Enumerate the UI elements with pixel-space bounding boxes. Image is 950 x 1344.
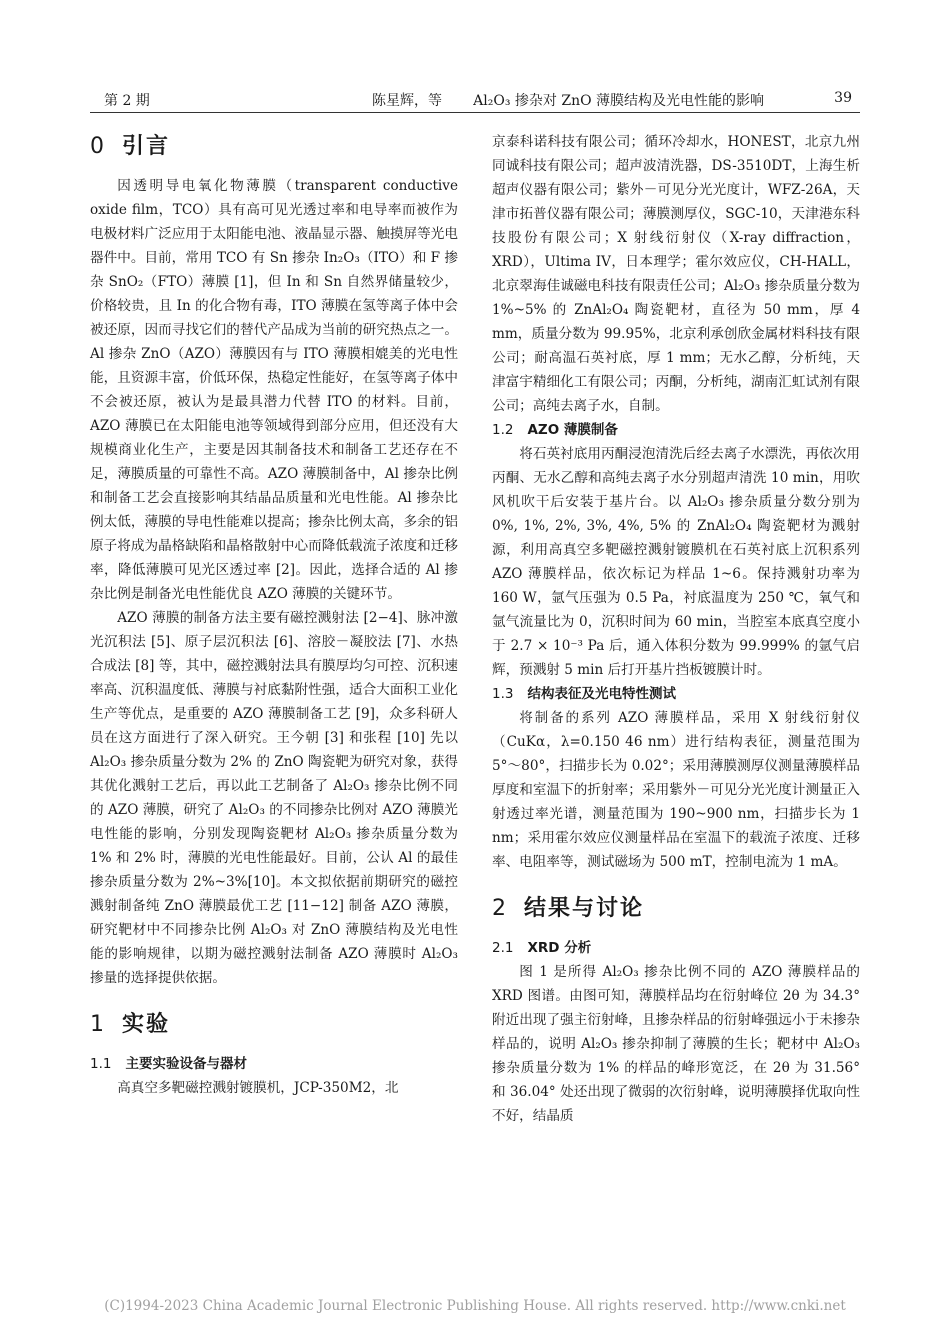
section-title: 引言 [122,134,171,159]
intro-paragraph-1: 因透明导电氧化物薄膜（transparent conductive oxide film，TCO）具有高可见光透过率和电导率而被作为电极材料广泛应用于太阳能电池、液晶显示器、触摸屏等光电器件中。目前，常用 TCO 有 Sn 掺杂 In₂O₃（ITO）和 F 掺杂 SnO₂（FTO）薄膜 [1]，但 In 和 Sn 自然界储量较少，价格较贵，且 In 的化合物有毒，ITO 薄膜在氢等离子体中会被还原，因而寻找它们的替代产品成为当前的研究热点之一。Al 掺杂 ZnO（AZO）薄膜因有与 ITO 薄膜相媲美的光电性能，且资源丰富，价低环保，热稳定性能好，在氢等离子体中不会被还原，被认为是最具潜力代替 ITO 的材料。目前，AZO 薄膜已在太阳能电池等领域得到部分应用，但还没有大规模商业化生产，主要是因其制备技术和制备工艺还存在不足，薄膜质量的可靠性不高。AZO 薄膜制备中，Al 掺杂比例和制备工艺会直接影响其结晶品质量和光电性能。Al 掺杂比例太低，薄膜的导电性能难以提高；掺杂比例太高，多余的铝原子将成为晶格缺陷和晶格散射中心而降低载流子浓度和迁移率，降低薄膜可见光区透过率 [2]。因此，选择合适的 Al 掺杂比例是制备光电性能优良 AZO 薄膜的关键环节。 [90,178,458,602]
section-1-heading [90,1010,458,1040]
subsection-title: AZO 薄膜制备 [527,422,618,438]
left-column [90,130,458,1100]
subsection-number: 1.1 [90,1056,112,1072]
subsection-title: XRD 分析 [527,940,592,956]
subsection-2-1-heading [492,936,860,960]
section-title: 实验 [122,1012,171,1037]
section-2-heading [492,894,860,924]
subsection-1-2-heading [492,418,860,442]
characterization-paragraph: 将制备的系列 AZO 薄膜样品，采用 X 射线衍射仪（CuKα，λ=0.150 46 nm）进行结构表征，测量范围为 5°～80°，扫描步长为 0.02°；采用薄膜测厚仪测量薄膜样品厚度和室温下的折射率；采用紫外－可见分光光度计测量正入射透过率光谱，测量范围为 190~900 nm，扫描步长为 1 nm；采用霍尔效应仪测量样品在室温下的载流子浓度、迁移率、电阻率等，测试磁场为 500 mT，控制电流为 1 mA。 [492,710,860,870]
section-number: 0 [90,134,106,159]
page-number: 39 [834,90,852,106]
xrd-paragraph: 图 1 是所得 Al₂O₃ 掺杂比例不同的 AZO 薄膜样品的 XRD 图谱。由图可知，薄膜样品均在衍射峰位 2θ 为 34.3° 附近出现了强主衍射峰，且掺杂样品的衍射峰强远小于未掺杂样品的，说明 Al₂O₃ 掺杂抑制了薄膜的生长；靶材中 Al₂O₃ 掺杂质量分数为 1% 的样品的峰形宽泛，在 2θ 为 31.56° 和 36.04° 处还出现了微弱的次衍射峰，说明薄膜择优取向性不好，结晶质 [492,964,860,1124]
running-header [90,86,860,113]
subsection-number: 1.3 [492,686,514,702]
right-column [492,130,860,1128]
section-title: 结果与讨论 [524,896,645,921]
subsection-1-1-heading [90,1052,458,1076]
equipment-paragraph-start: 高真空多靶磁控溅射镀膜机，JCP-350M2，北 [117,1080,399,1096]
copyright-footer: (C)1994-2023 China Academic Journal Electronic Publishing House. All rights reserved. http://www.cnki.net [104,1298,846,1314]
subsection-number: 2.1 [492,940,514,956]
equipment-paragraph-continued: 京泰科诺科技有限公司；循环冷却水，HONEST，北京九州同诚科技有限公司；超声波清洗器，DS-3510DT，上海生析超声仪器有限公司；紫外－可见分光光度计，WFZ-26A，天津市拓普仪器有限公司；薄膜测厚仪，SGC-10，天津港东科技股份有限公司；X 射线衍射仪（X-ray diffraction，XRD），Ultima IV，日本理学；霍尔效应仪，CH-HALL，北京翠海佳诚磁电科技有限责任公司；Al₂O₃ 掺杂质量分数为 1%~5% 的 ZnAl₂O₄ 陶瓷靶材，直径为 50 mm，厚 4 mm，质量分数为 99.95%，北京利承创欣金属材料科技有限公司；耐高温石英衬底，厚 1 mm；无水乙醇，分析纯，天津富宇精细化工有限公司；丙酮，分析纯，湖南汇虹试剂有限公司；高纯去离子水，自制。 [492,134,860,414]
subsection-number: 1.2 [492,422,514,438]
subsection-title: 结构表征及光电特性测试 [527,686,676,702]
subsection-1-3-heading [492,682,860,706]
section-number: 1 [90,1012,106,1037]
subsection-title: 主要实验设备与器材 [125,1056,247,1072]
preparation-paragraph: 将石英衬底用丙酮浸泡清洗后经去离子水漂洗，再依次用丙酮、无水乙醇和高纯去离子水分别超声清洗 10 min，用吹风机吹干后安装于基片台。以 Al₂O₃ 掺杂质量分数分别为 0%, 1%, 2%, 3%, 4%, 5% 的 ZnAl₂O₄ 陶瓷靶材为溅射源，利用高真空多靶磁控溅射镀膜机在石英衬底上沉积系列 AZO 薄膜样品，依次标记为样品 1~6。保持溅射功率为 160 W，氩气压强为 0.5 Pa，衬底温度为 250 ℃，氧气和氩气流量比为 0，沉积时间为 60 min，当腔室本底真空度小于 2.7 × 10⁻³ Pa 后，通入体积分数为 99.999% 的氩气启辉，预溅射 5 min 后打开基片挡板镀膜计时。 [492,446,860,678]
header-title [372,90,764,110]
section-number: 2 [492,896,508,921]
issue-label: 第 2 期 [104,93,150,109]
section-0-heading [90,132,458,162]
header-authors: 陈星辉，等 [372,93,442,109]
header-article-title: Al₂O₃ 掺杂对 ZnO 薄膜结构及光电性能的影响 [473,93,765,109]
intro-paragraph-2: AZO 薄膜的制备方法主要有磁控溅射法 [2−4]、脉冲激光沉积法 [5]、原子层沉积法 [6]、溶胶－凝胶法 [7]、水热合成法 [8] 等，其中，磁控溅射法具有膜厚均匀可控、沉积速率高、沉积温度低、薄膜与衬底黏附性强，适合大面积工业化生产等优点，是重要的 AZO 薄膜制备工艺 [9]，众多科研人员在这方面进行了深入研究。王今朝 [3] 和张程 [10] 先以 Al₂O₃ 掺杂质量分数为 2% 的 ZnO 陶瓷靶为研究对象，获得其优化溅射工艺后，再以此工艺制备了 Al₂O₃ 掺杂比例不同的 AZO 薄膜，研究了 Al₂O₃ 的不同掺杂比例对 AZO 薄膜光电性能的影响，分别发现陶瓷靶材 Al₂O₃ 掺杂质量分数为 1% 和 2% 时，薄膜的光电性能最好。目前，公认 Al 的最佳掺杂质量分数为 2%~3%[10]。本文拟依据前期研究的磁控溅射制备纯 ZnO 薄膜最优工艺 [11−12] 制备 AZO 薄膜，研究靶材中不同掺杂比例 Al₂O₃ 对 ZnO 薄膜结构及光电性能的影响规律，以期为磁控溅射法制备 AZO 薄膜时 Al₂O₃ 掺量的选择提供依据。 [90,610,458,986]
